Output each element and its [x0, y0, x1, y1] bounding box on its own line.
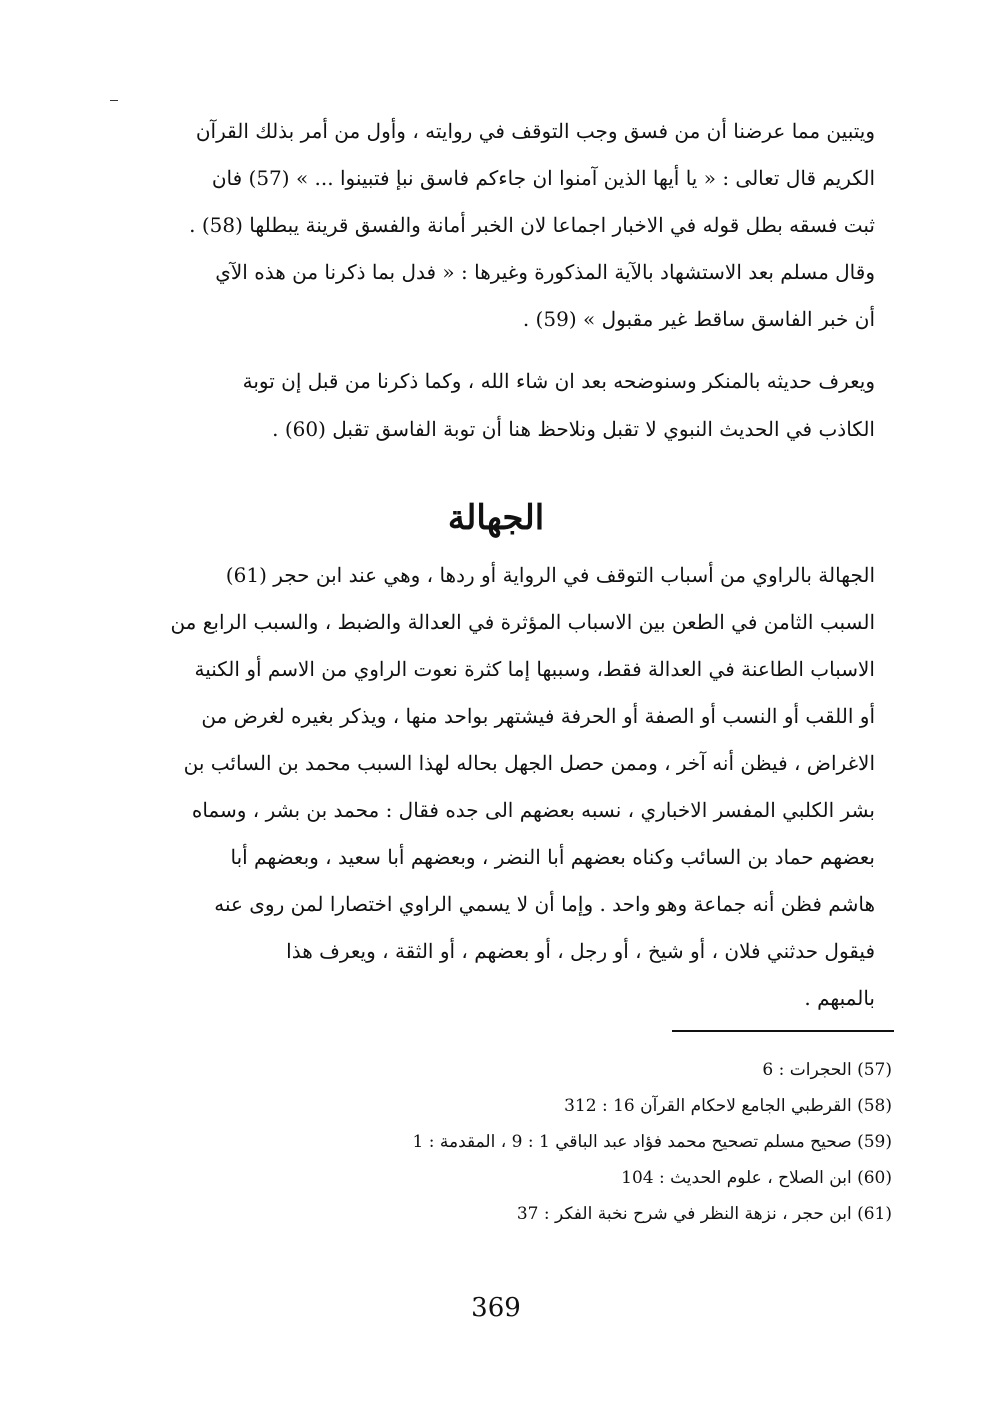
text-line: أن خبر الفاسق ساقط غير مقبول » (59) .	[522, 307, 875, 331]
footnote-58: (58) القرطبي الجامع لاحكام القرآن 16 : 312	[564, 1096, 892, 1116]
text-line: السبب الثامن في الطعن بين الاسباب المؤثرة في العدالة والضبط ، والسبب الرابع من	[170, 610, 875, 634]
text-line: الاسباب الطاعنة في العدالة فقط، وسببها إما كثرة نعوت الراوي من الاسم أو الكنية	[194, 657, 875, 681]
paragraph-tawba	[105, 357, 875, 453]
text-line: الكريم قال تعالى : « يا أيها الذين آمنوا ان جاءكم فاسق نبإ فتبينوا ... » (57) فان	[211, 166, 875, 190]
text-line: بشر الكلبي المفسر الاخباري ، نسبه بعضهم الى جده فقال : محمد بن بشر ، وسماه	[191, 798, 875, 822]
text-line: أو اللقب أو النسب أو الصفة أو الحرفة فيشتهر بواحد منها ، ويذكر بغيره لغرض من	[201, 704, 875, 728]
text-line: بعضهم حماد بن السائب وكناه بعضهم أبا النضر ، وبعضهم أبا سعيد ، وبعضهم أبا	[230, 845, 875, 869]
text-line: ويتبين مما عرضنا أن من فسق وجب التوقف في روايته ، وأول من أمر بذلك القرآن	[195, 119, 875, 143]
text-line: ويعرف حديثه بالمنكر وسنوضحه بعد ان شاء الله ، وكما ذكرنا من قبل إن توبة	[242, 369, 875, 393]
text-line: ثبت فسقه بطل قوله في الاخبار اجماعا لان الخبر أمانة والفسق قرينة يبطلها (58) .	[189, 213, 875, 237]
section-heading: الجهالة	[447, 498, 545, 538]
footnote-57: (57) الحجرات : 6	[762, 1060, 892, 1080]
paragraph-jahala	[105, 552, 875, 1022]
top-margin-mark	[110, 100, 118, 101]
text-line: وقال مسلم بعد الاستشهاد بالآية المذكورة وغيرها : « فدل بما ذكرنا من هذه الآي	[215, 260, 875, 284]
footnote-divider	[672, 1030, 894, 1032]
footnotes	[240, 1052, 892, 1232]
text-line: الكاذب في الحديث النبوي لا تقبل ونلاحظ هنا أن توبة الفاسق تقبل (60) .	[272, 417, 875, 441]
text-line: فيقول حدثني فلان ، أو شيخ ، أو رجل ، أو بعضهم ، أو الثقة ، ويعرف هذا	[286, 939, 875, 963]
text-line: هاشم فظن أنه جماعة وهو واحد . وإما أن لا يسمي الراوي اختصارا لمن روى عنه	[214, 892, 875, 916]
footnote-61: (61) ابن حجر ، نزهة النظر في شرح نخبة الفكر : 37	[516, 1204, 892, 1224]
text-line: بالمبهم .	[804, 986, 875, 1010]
text-line: الاغراض ، فيظن أنه آخر ، وممن حصل الجهل بحاله لهذا السبب محمد بن السائب بن	[183, 751, 875, 775]
page-number: 369	[471, 1293, 521, 1323]
footnote-59: (59) صحيح مسلم تصحيح محمد فؤاد عبد الباقي 1 : 9 ، المقدمة : 1	[412, 1132, 892, 1152]
text-line: الجهالة بالراوي من أسباب التوقف في الرواية أو ردها ، وهي عند ابن حجر (61)	[225, 563, 875, 587]
footnote-60: (60) ابن الصلاح ، علوم الحديث : 104	[621, 1168, 892, 1188]
paragraph-fasiq	[105, 108, 875, 343]
